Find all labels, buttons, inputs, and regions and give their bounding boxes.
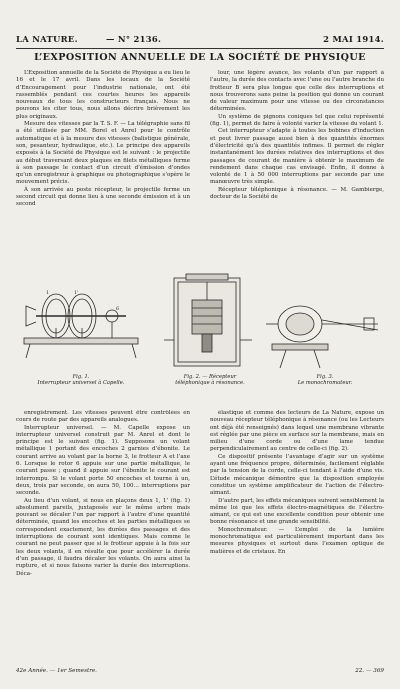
paragraph: élastique et comme des lecteurs de La Nature, expose un nouveau récepteur téléphonique à résonance (ou les Lecteurs ont déjà été renseignés) dans lequel une membrane vibrante est réglée par une pièce en surface sur la membrane, mais en milieu d’une corde ou d’une lame tendue perpendiculairement au centre de celle-ci (fig. 2). <box>210 410 384 453</box>
issue-number: — N° 2136. <box>106 34 162 44</box>
paragraph: Monochromateur. — L’emploi de la lumière monochromatique est particulièrement important dans les mesures physiques et surtout dans l’examen optique de matières et de cristaux. En <box>210 526 384 555</box>
figures-band <box>16 270 384 402</box>
paragraph: Un système de pignons coniques tel que celui représenté (fig. 1), permet de faire à volonté varier la vitesse du volant 1. <box>210 113 384 128</box>
paragraph: Ce dispositif présente l’avantage d’agir sur un système ayant une fréquence propre, déterminée, facilement réglable par la tension de la corde, celle-ci tendant à l’aide d’une vis. L’étude mécanique démontre que la disposition employée constitue un système amplificateur de l’action de l’électro-aimant. <box>210 453 384 497</box>
paragraph: L’Exposition annuelle de la Société de Physique a eu lieu le 16 et le 17 avril. Dans les locaux de la Société d’Encouragement pour l’industrie nationale, ont été rassemblés pendant ces courtes heures les appareils nouveaux de tous les constructeurs français. Nous ne pouvons les citer tous, nous allons décrire brièvement les plus originaux. <box>16 70 190 120</box>
figure-3-caption: Fig. 3. Le monochromateur. <box>297 374 353 386</box>
page-number: 22. — 369 <box>355 668 384 674</box>
column-left-top <box>16 70 190 266</box>
paragraph: Au lieu d’un volant, si nous en plaçons deux 1, 1’ (fig. 1) absolument pareils, juxtaposés sur le même arbre mais pouvant se décaler l’un par rapport à l’autre d’une quantité déterminée, quand les encoches et les parties métalliques se correspondent exactement, les durées des passages et des interruptions de courant sont identiques. Mais comme le courant ne peut passer que si le frotteur appuie à la fois sur les deux volants, il en résulte que pour accélérer la durée d’un passage, il faudra décaler les volants. On aura ainsi la rupture, et si nous faisons varier la durée des interruptions. Déca- <box>16 497 190 577</box>
paragraph: Récepteur téléphonique à résonance. — M. Gambierge, docteur de la Société de <box>210 186 384 201</box>
page-footer <box>16 668 384 678</box>
paragraph: D’autre part, les effets mécaniques suivent sensiblement la même loi que les effets électro-magnétiques de l’électro-aimant, ce qui est une excellente condition pour obtenir une bonne résonance et une grande sensibilité. <box>210 497 384 526</box>
paragraph: lour, une légère avance, les volants d’un par rapport à l’autre, la durée des contacts avec l’une ou l’autre branche du frotteur B sera plus longue que celle des interruptions et nous trouverons sans peine la position qui donne un courant de valeur maximum pour une vitesse ou des circonstances déterminées. <box>210 70 384 113</box>
monochromator-illustration <box>266 284 384 372</box>
telephone-receiver-illustration <box>162 270 254 372</box>
paragraph: enregistrement. Les vitesses peuvent être contrôlées en cours de route par des appareils analogues. <box>16 410 190 424</box>
figure-2-caption: Fig. 2. — Récepteur téléphonique à résonance. <box>175 374 245 386</box>
svg-text:1': 1' <box>74 290 79 296</box>
paragraph: Cet interrupteur s’adapte à toutes les bobines d’induction et peut livrer passage aussi bien à des quantités énormes d’électricité qu’à des quantités infimes. Il permet de régler instantanément les durées relatives des interruptions et des passages de courant de manière à obtenir le maximum de rendement dans chaque cas envisagé. Enfin, il donne à volonté de 1 à 50 000 interruptions par seconde par une manœuvre très simple. <box>210 128 384 186</box>
issue-date: 2 MAI 1914. <box>323 34 384 44</box>
svg-text:6: 6 <box>116 306 120 312</box>
column-right-bottom <box>210 410 384 664</box>
column-right-top <box>210 70 384 266</box>
article-title: L’EXPOSITION ANNUELLE DE LA SOCIÉTÉ DE PHYSIQUE <box>34 52 366 63</box>
journal-name: LA NATURE. <box>16 34 78 44</box>
volume-note: 42e Année. — 1er Semestre. <box>16 668 97 674</box>
paragraph: Mesure des vitesses par la T. S. F. — La télégraphie sans fil a été utilisée par MM. Borel et Anrel pour le contrôle automatique et à la mesure des vitesses (balistique générale, son, pesanteur, hydraulique, etc.). Le principe des appareils exposés à la Société de Physique est le suivant : le projectile au début traversant deux plaques en filets métalliques ferme à son passage le contact d’un circuit d’émission d’ondes qu’un enregistreur à graphique ou photographique s’opère le mouvement précis. <box>16 121 190 186</box>
interrupter-illustration <box>16 280 146 372</box>
figure-1-caption: Fig. 1. Interrupteur universel à Capelle. <box>37 374 125 386</box>
running-header <box>16 34 384 46</box>
header-rule <box>16 48 384 49</box>
paragraph: Interrupteur universel. — M. Capelle expose un interrupteur universel construit par M. Anrel et dont le principe est le suivant (fig. 1). Supposons un volant métallique 1 portant des encoches 2 garnies d’ébonite. Le courant arrive au volant par la borne 3, le frotteur A et l’axe 6. Lorsque le rotor 6 appuie sur une partie métallique, le courant passe ; quand il appuie sur l’ébonite le courant est interrompu. Si le volant porte 50 encoches et tourne à un, deux, trois par seconde, on aura 50, 100… interruptions par seconde. <box>16 424 190 497</box>
column-left-bottom <box>16 410 190 664</box>
paragraph: À son arrivée au poste récepteur, le projectile ferme un second circuit qui donne lieu à une seconde émission et à un second <box>16 186 190 208</box>
journal-page <box>16 8 384 680</box>
svg-text:1: 1 <box>46 290 50 296</box>
